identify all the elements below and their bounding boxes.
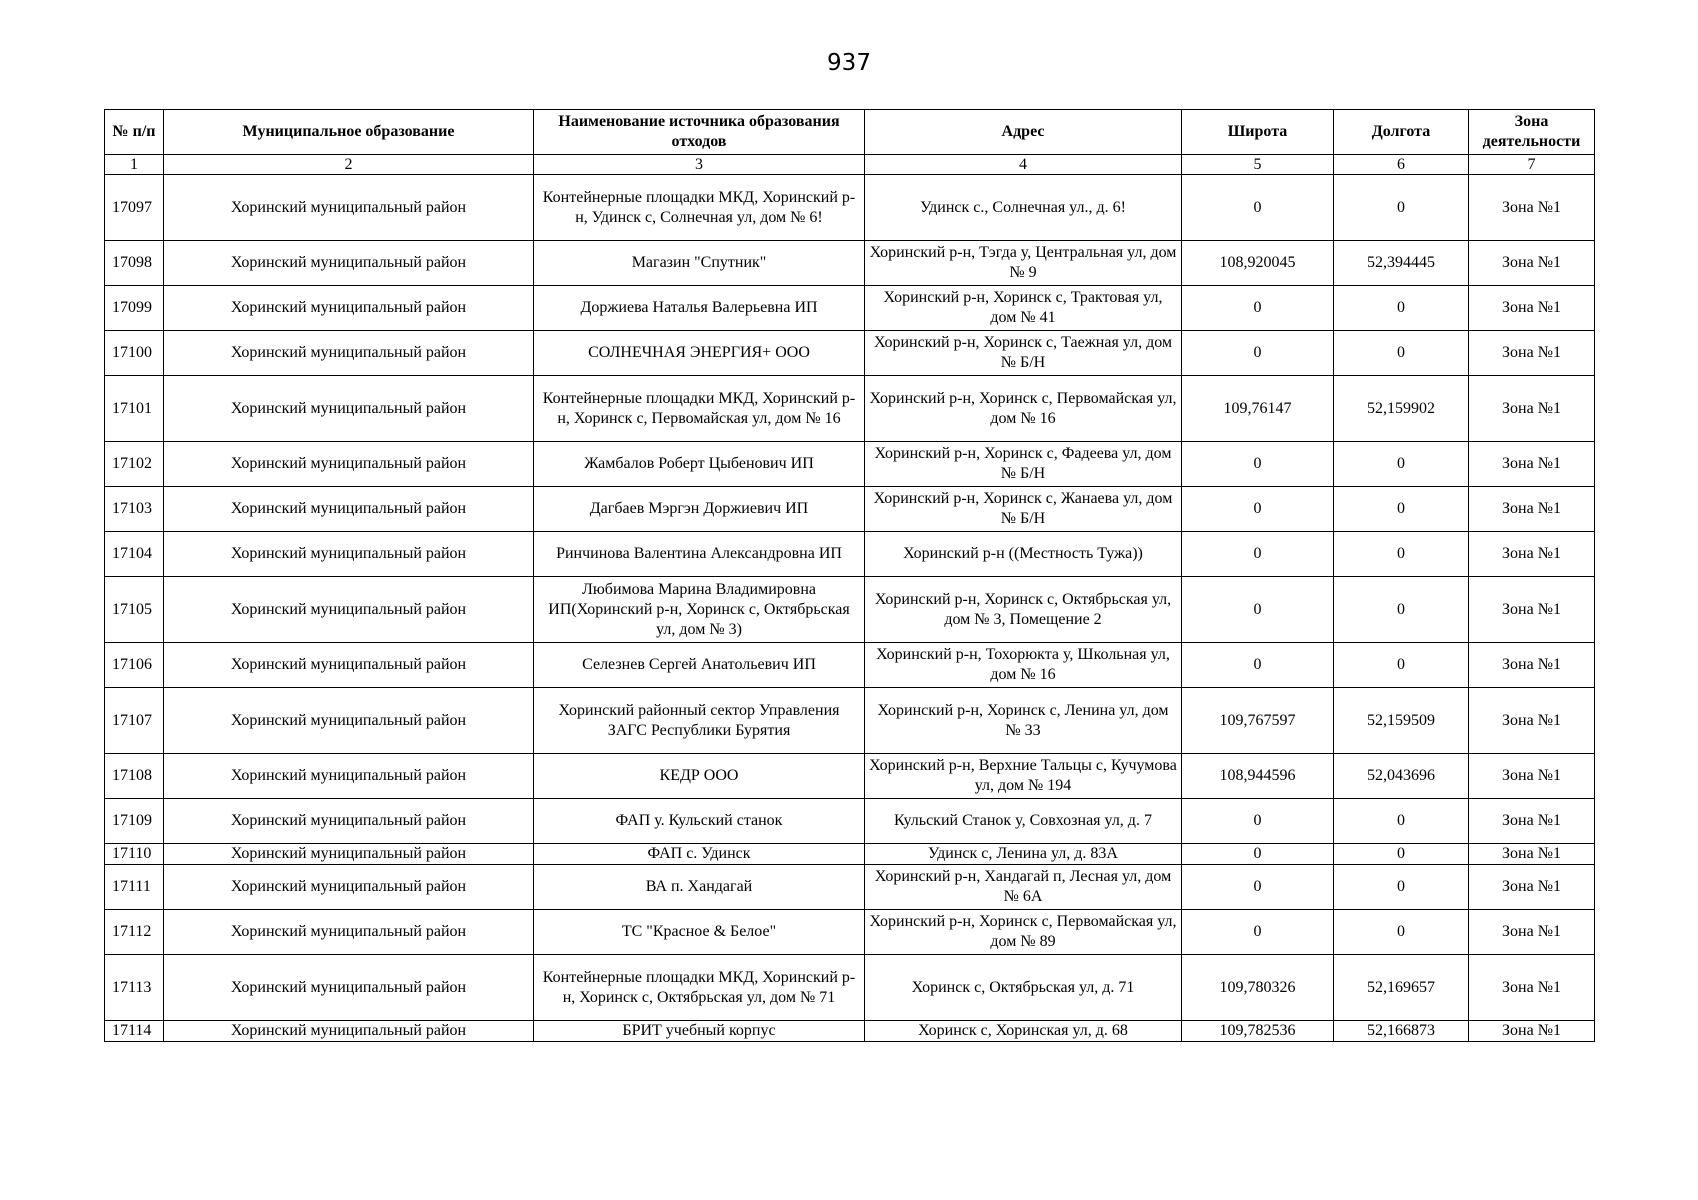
table-row xyxy=(105,532,1595,577)
header-cell-longitude: Долгота xyxy=(1334,110,1469,155)
header-row xyxy=(105,110,1595,155)
row-number: 17098 xyxy=(105,241,164,286)
table-row xyxy=(105,376,1595,442)
municipality-cell: Хоринский муниципальный район xyxy=(164,532,534,577)
address-cell: Хоринский р-н, Хоринск с, Первомайская ул, дом № 89 xyxy=(865,910,1182,955)
latitude-cell: 0 xyxy=(1182,643,1334,688)
zone-cell: Зона №1 xyxy=(1469,577,1595,643)
latitude-cell: 108,920045 xyxy=(1182,241,1334,286)
municipality-cell: Хоринский муниципальный район xyxy=(164,442,534,487)
municipality-cell: Хоринский муниципальный район xyxy=(164,688,534,754)
zone-cell: Зона №1 xyxy=(1469,643,1595,688)
row-number: 17101 xyxy=(105,376,164,442)
row-number: 17105 xyxy=(105,577,164,643)
address-cell: Удинск с, Ленина ул, д. 83А xyxy=(865,844,1182,865)
row-number: 17107 xyxy=(105,688,164,754)
column-number: 7 xyxy=(1469,155,1595,175)
latitude-cell: 0 xyxy=(1182,532,1334,577)
source-cell: БРИТ учебный корпус xyxy=(534,1021,865,1042)
address-cell: Хоринский р-н, Хоринск с, Фадеева ул, дом № Б/Н xyxy=(865,442,1182,487)
column-number: 4 xyxy=(865,155,1182,175)
address-cell: Удинск с., Солнечная ул., д. 6! xyxy=(865,175,1182,241)
latitude-cell: 109,767597 xyxy=(1182,688,1334,754)
longitude-cell: 52,159509 xyxy=(1334,688,1469,754)
header-cell-number: № п/п xyxy=(105,110,164,155)
longitude-cell: 52,043696 xyxy=(1334,754,1469,799)
source-cell: Жамбалов Роберт Цыбенович ИП xyxy=(534,442,865,487)
column-number: 2 xyxy=(164,155,534,175)
latitude-cell: 109,780326 xyxy=(1182,955,1334,1021)
table-row xyxy=(105,910,1595,955)
table-row xyxy=(105,643,1595,688)
longitude-cell: 0 xyxy=(1334,487,1469,532)
longitude-cell: 0 xyxy=(1334,442,1469,487)
source-cell: ФАП у. Кульский станок xyxy=(534,799,865,844)
zone-cell: Зона №1 xyxy=(1469,754,1595,799)
latitude-cell: 0 xyxy=(1182,865,1334,910)
header-cell-zone: Зона деятельности xyxy=(1469,110,1595,155)
source-cell: Магазин "Спутник" xyxy=(534,241,865,286)
row-number: 17113 xyxy=(105,955,164,1021)
source-cell: Любимова Марина Владимировна ИП(Хоринский р-н, Хоринск с, Октябрьская ул, дом № 3) xyxy=(534,577,865,643)
column-number: 6 xyxy=(1334,155,1469,175)
source-cell: КЕДР ООО xyxy=(534,754,865,799)
address-cell: Хоринский р-н, Хоринск с, Октябрьская ул, дом № 3, Помещение 2 xyxy=(865,577,1182,643)
municipality-cell: Хоринский муниципальный район xyxy=(164,487,534,532)
address-cell: Хоринский р-н, Хоринск с, Таежная ул, дом № Б/Н xyxy=(865,331,1182,376)
table-row xyxy=(105,955,1595,1021)
table-row xyxy=(105,175,1595,241)
zone-cell: Зона №1 xyxy=(1469,175,1595,241)
longitude-cell: 52,159902 xyxy=(1334,376,1469,442)
header-cell-source: Наименование источника образования отходов xyxy=(534,110,865,155)
municipality-cell: Хоринский муниципальный район xyxy=(164,286,534,331)
address-cell: Хоринский р-н, Хандагай п, Лесная ул, дом № 6А xyxy=(865,865,1182,910)
source-cell: Хоринский районный сектор Управления ЗАГС Республики Бурятия xyxy=(534,688,865,754)
table-row xyxy=(105,1021,1595,1042)
table-row xyxy=(105,241,1595,286)
latitude-cell: 0 xyxy=(1182,331,1334,376)
source-cell: Дагбаев Мэргэн Доржиевич ИП xyxy=(534,487,865,532)
zone-cell: Зона №1 xyxy=(1469,688,1595,754)
municipality-cell: Хоринский муниципальный район xyxy=(164,331,534,376)
row-number: 17099 xyxy=(105,286,164,331)
municipality-cell: Хоринский муниципальный район xyxy=(164,577,534,643)
municipality-cell: Хоринский муниципальный район xyxy=(164,865,534,910)
header-cell-municipality: Муниципальное образование xyxy=(164,110,534,155)
address-cell: Кульский Станок у, Совхозная ул, д. 7 xyxy=(865,799,1182,844)
zone-cell: Зона №1 xyxy=(1469,910,1595,955)
row-number: 17106 xyxy=(105,643,164,688)
zone-cell: Зона №1 xyxy=(1469,487,1595,532)
municipality-cell: Хоринский муниципальный район xyxy=(164,844,534,865)
municipality-cell: Хоринский муниципальный район xyxy=(164,241,534,286)
row-number: 17104 xyxy=(105,532,164,577)
address-cell: Хоринский р-н, Хоринск с, Жанаева ул, дом № Б/Н xyxy=(865,487,1182,532)
row-number: 17102 xyxy=(105,442,164,487)
address-cell: Хоринский р-н, Хоринск с, Первомайская ул, дом № 16 xyxy=(865,376,1182,442)
row-number: 17097 xyxy=(105,175,164,241)
longitude-cell: 0 xyxy=(1334,865,1469,910)
address-cell: Хоринский р-н, Тохорюкта у, Школьная ул, дом № 16 xyxy=(865,643,1182,688)
zone-cell: Зона №1 xyxy=(1469,442,1595,487)
table-row xyxy=(105,577,1595,643)
zone-cell: Зона №1 xyxy=(1469,955,1595,1021)
table-row xyxy=(105,688,1595,754)
source-cell: ТС "Красное & Белое" xyxy=(534,910,865,955)
row-number: 17114 xyxy=(105,1021,164,1042)
longitude-cell: 0 xyxy=(1334,910,1469,955)
address-cell: Хоринский р-н, Тэгда у, Центральная ул, дом № 9 xyxy=(865,241,1182,286)
row-number: 17108 xyxy=(105,754,164,799)
page-number: 937 xyxy=(827,50,871,76)
latitude-cell: 108,944596 xyxy=(1182,754,1334,799)
source-cell: Доржиева Наталья Валерьевна ИП xyxy=(534,286,865,331)
row-number: 17110 xyxy=(105,844,164,865)
latitude-cell: 0 xyxy=(1182,577,1334,643)
longitude-cell: 0 xyxy=(1334,577,1469,643)
row-number: 17100 xyxy=(105,331,164,376)
table-row xyxy=(105,799,1595,844)
row-number: 17103 xyxy=(105,487,164,532)
municipality-cell: Хоринский муниципальный район xyxy=(164,376,534,442)
longitude-cell: 52,169657 xyxy=(1334,955,1469,1021)
latitude-cell: 0 xyxy=(1182,799,1334,844)
longitude-cell: 0 xyxy=(1334,799,1469,844)
column-number: 3 xyxy=(534,155,865,175)
zone-cell: Зона №1 xyxy=(1469,844,1595,865)
municipality-cell: Хоринский муниципальный район xyxy=(164,1021,534,1042)
longitude-cell: 0 xyxy=(1334,643,1469,688)
address-cell: Хоринск с, Хоринская ул, д. 68 xyxy=(865,1021,1182,1042)
zone-cell: Зона №1 xyxy=(1469,331,1595,376)
table-row xyxy=(105,286,1595,331)
longitude-cell: 0 xyxy=(1334,844,1469,865)
latitude-cell: 0 xyxy=(1182,286,1334,331)
address-cell: Хоринск с, Октябрьская ул, д. 71 xyxy=(865,955,1182,1021)
municipality-cell: Хоринский муниципальный район xyxy=(164,754,534,799)
address-cell: Хоринский р-н, Хоринск с, Трактовая ул, дом № 41 xyxy=(865,286,1182,331)
latitude-cell: 0 xyxy=(1182,175,1334,241)
zone-cell: Зона №1 xyxy=(1469,799,1595,844)
source-cell: Контейнерные площадки МКД, Хоринский р-н, Хоринск с, Октябрьская ул, дом № 71 xyxy=(534,955,865,1021)
latitude-cell: 109,76147 xyxy=(1182,376,1334,442)
row-number: 17112 xyxy=(105,910,164,955)
longitude-cell: 52,166873 xyxy=(1334,1021,1469,1042)
latitude-cell: 0 xyxy=(1182,844,1334,865)
column-number-row xyxy=(105,155,1595,175)
row-number: 17111 xyxy=(105,865,164,910)
municipality-cell: Хоринский муниципальный район xyxy=(164,643,534,688)
longitude-cell: 0 xyxy=(1334,286,1469,331)
zone-cell: Зона №1 xyxy=(1469,286,1595,331)
source-cell: Контейнерные площадки МКД, Хоринский р-н, Удинск с, Солнечная ул, дом № 6! xyxy=(534,175,865,241)
address-cell: Хоринский р-н, Верхние Тальцы с, Кучумова ул, дом № 194 xyxy=(865,754,1182,799)
table-row xyxy=(105,442,1595,487)
source-cell: Селезнев Сергей Анатольевич ИП xyxy=(534,643,865,688)
municipality-cell: Хоринский муниципальный район xyxy=(164,799,534,844)
column-number: 5 xyxy=(1182,155,1334,175)
latitude-cell: 109,782536 xyxy=(1182,1021,1334,1042)
municipality-cell: Хоринский муниципальный район xyxy=(164,175,534,241)
column-number: 1 xyxy=(105,155,164,175)
longitude-cell: 0 xyxy=(1334,331,1469,376)
source-cell: СОЛНЕЧНАЯ ЭНЕРГИЯ+ ООО xyxy=(534,331,865,376)
latitude-cell: 0 xyxy=(1182,442,1334,487)
table-row xyxy=(105,865,1595,910)
row-number: 17109 xyxy=(105,799,164,844)
header-cell-address: Адрес xyxy=(865,110,1182,155)
table-row xyxy=(105,754,1595,799)
source-cell: ВА п. Хандагай xyxy=(534,865,865,910)
zone-cell: Зона №1 xyxy=(1469,532,1595,577)
table-row xyxy=(105,331,1595,376)
municipality-cell: Хоринский муниципальный район xyxy=(164,910,534,955)
longitude-cell: 0 xyxy=(1334,175,1469,241)
table-row xyxy=(105,487,1595,532)
latitude-cell: 0 xyxy=(1182,910,1334,955)
source-cell: Ринчинова Валентина Александровна ИП xyxy=(534,532,865,577)
zone-cell: Зона №1 xyxy=(1469,241,1595,286)
zone-cell: Зона №1 xyxy=(1469,376,1595,442)
zone-cell: Зона №1 xyxy=(1469,865,1595,910)
municipality-cell: Хоринский муниципальный район xyxy=(164,955,534,1021)
header-cell-latitude: Широта xyxy=(1182,110,1334,155)
address-cell: Хоринский р-н ((Местность Тужа)) xyxy=(865,532,1182,577)
longitude-cell: 0 xyxy=(1334,532,1469,577)
address-cell: Хоринский р-н, Хоринск с, Ленина ул, дом № 33 xyxy=(865,688,1182,754)
waste-sources-table xyxy=(104,109,1595,1042)
zone-cell: Зона №1 xyxy=(1469,1021,1595,1042)
source-cell: Контейнерные площадки МКД, Хоринский р-н, Хоринск с, Первомайская ул, дом № 16 xyxy=(534,376,865,442)
table-row xyxy=(105,844,1595,865)
longitude-cell: 52,394445 xyxy=(1334,241,1469,286)
latitude-cell: 0 xyxy=(1182,487,1334,532)
source-cell: ФАП с. Удинск xyxy=(534,844,865,865)
